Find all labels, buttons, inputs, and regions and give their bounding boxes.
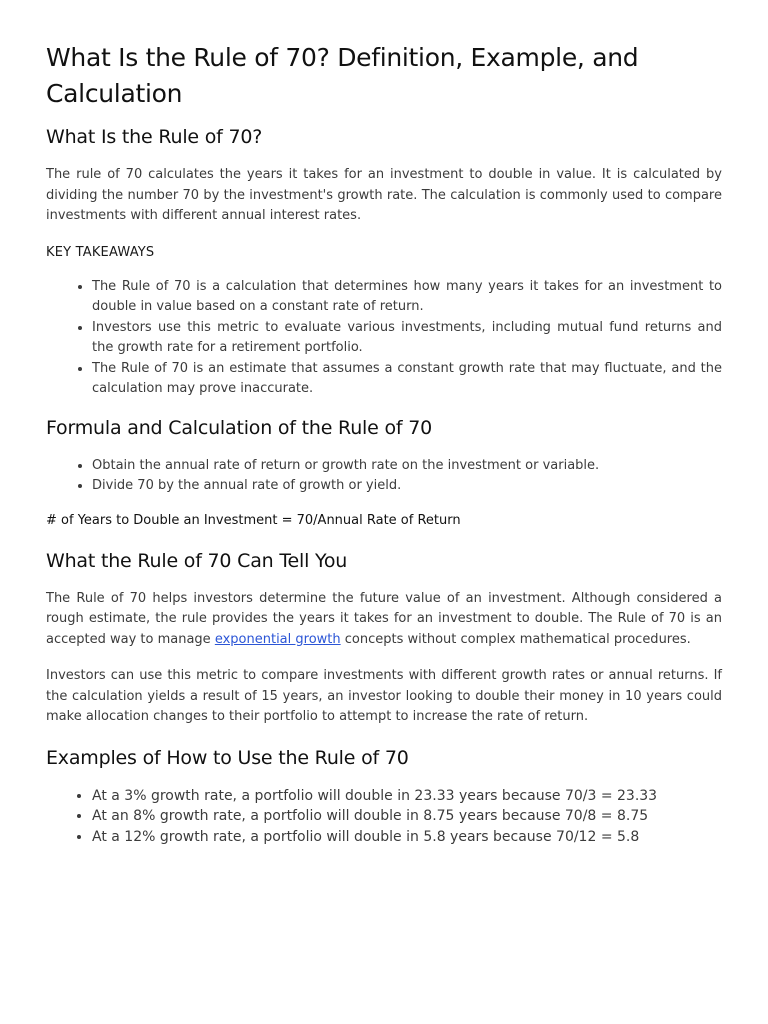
list-item: • Investors use this metric to evaluate various investments, including mutual fund returns and the growth rate for a retirement portfolio. bbox=[92, 318, 722, 359]
tell-paragraph-2: Investors can use this metric to compare investments with different growth rates or annual returns. If the calculation yields a result of 15 years, an investor looking to double their money in 10 years could make allocation changes to their portfolio to attempt to increase the rate of return. bbox=[46, 668, 722, 724]
page-title: What Is the Rule of 70? Definition, Example, and Calculation bbox=[46, 43, 639, 108]
tell-paragraph-1-text-before: The Rule of 70 helps investors determine the future value of an investment. Although considered a rough estimate, the rule provides the years it takes for an investment to double. The Rule of 70 is an accepted way to manage bbox=[46, 590, 722, 647]
tell-paragraph-1-text-after: concepts without complex mathematical procedures. bbox=[340, 631, 691, 647]
tell-paragraph-1 bbox=[46, 589, 722, 651]
section-heading-tell: What the Rule of 70 Can Tell You bbox=[46, 549, 348, 572]
document-page bbox=[46, 40, 722, 861]
list-item: • Divide 70 by the annual rate of growth or yield. bbox=[92, 476, 722, 497]
formula-equation: # of Years to Double an Investment = 70/Annual Rate of Return bbox=[46, 512, 461, 528]
section-heading-intro: What Is the Rule of 70? bbox=[46, 126, 263, 148]
section-heading-formula: Formula and Calculation of the Rule of 70 bbox=[46, 416, 432, 439]
list-item: • At a 3% growth rate, a portfolio will double in 23.33 years because 70/3 = 23.33 bbox=[92, 786, 722, 807]
examples-list bbox=[46, 786, 722, 848]
intro-paragraph: The rule of 70 calculates the years it takes for an investment to double in value. It is calculated by dividing the number 70 by the investment's growth rate. The calculation is commonly used to compare investments with different annual interest rates. bbox=[46, 167, 722, 223]
list-item: • At an 8% growth rate, a portfolio will double in 8.75 years because 70/8 = 8.75 bbox=[92, 806, 722, 827]
list-item: • At a 12% growth rate, a portfolio will double in 5.8 years because 70/12 = 5.8 bbox=[92, 827, 722, 848]
section-heading-examples: Examples of How to Use the Rule of 70 bbox=[46, 746, 409, 769]
list-item: • Obtain the annual rate of return or growth rate on the investment or variable. bbox=[92, 456, 722, 477]
list-item: • The Rule of 70 is an estimate that assumes a constant growth rate that may fluctuate, and the calculation may prove inaccurate. bbox=[92, 359, 722, 400]
key-takeaways-label: KEY TAKEAWAYS bbox=[46, 244, 155, 260]
exponential-growth-link[interactable]: exponential growth bbox=[214, 631, 341, 647]
formula-steps-list bbox=[46, 456, 722, 497]
key-takeaways-list bbox=[46, 277, 722, 400]
list-item: • The Rule of 70 is a calculation that determines how many years it takes for an investment to double in value based on a constant rate of return. bbox=[92, 277, 722, 318]
